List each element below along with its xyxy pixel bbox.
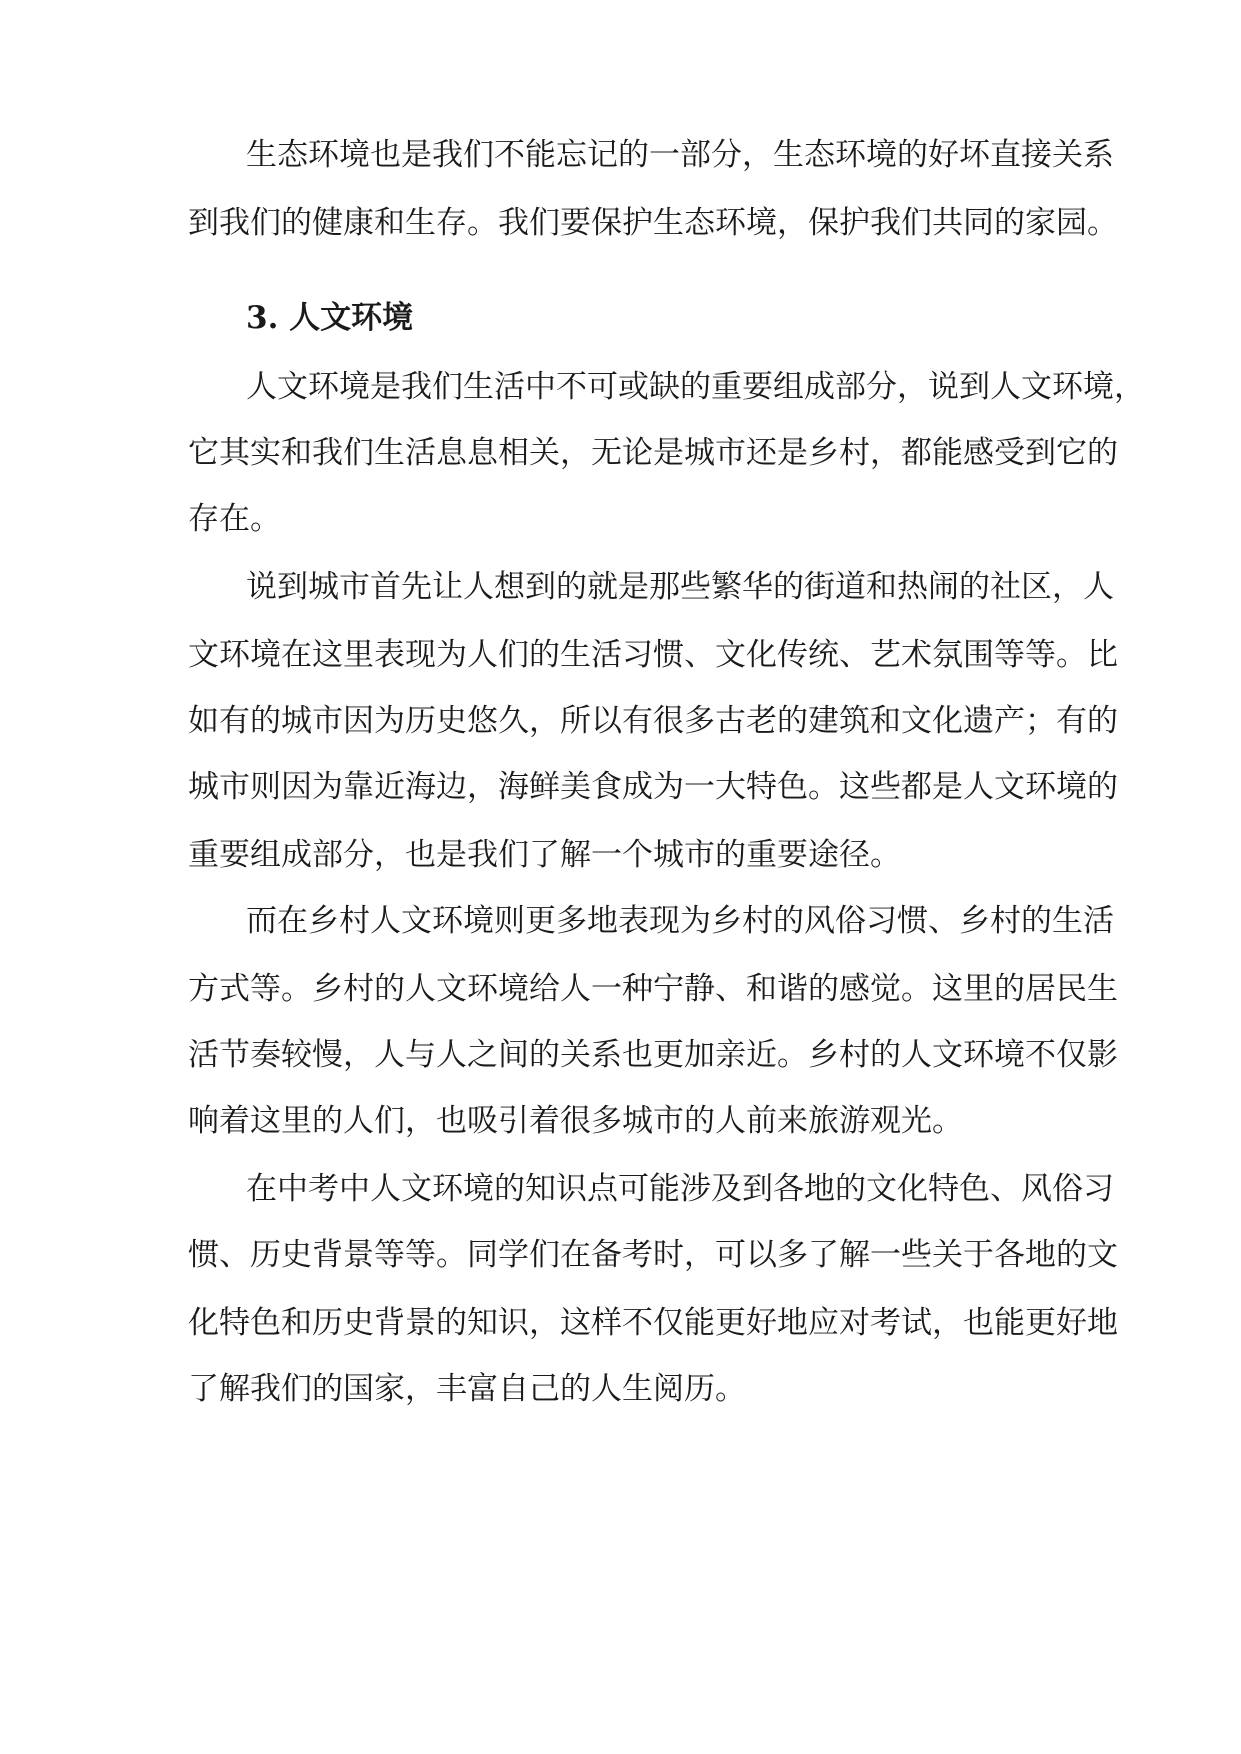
paragraph-line: 重要组成部分，也是我们了解一个城市的重要途径。: [188, 837, 901, 873]
paragraph-line: 城市则因为靠近海边，海鲜美食成为一大特色。这些都是人文环境的: [188, 769, 1118, 805]
paragraph-line: 而在乡村人文环境则更多地表现为乡村的风俗习惯、乡村的生活: [246, 903, 1114, 939]
paragraph-line: 响着这里的人们，也吸引着很多城市的人前来旅游观光。: [188, 1103, 963, 1139]
paragraph-line: 惯、历史背景等等。同学们在备考时，可以多了解一些关于各地的文: [188, 1237, 1118, 1273]
paragraph-line: 如有的城市因为历史悠久，所以有很多古老的建筑和文化遗产；有的: [188, 703, 1118, 739]
paragraph-line: 它其实和我们生活息息相关，无论是城市还是乡村，都能感受到它的: [188, 435, 1118, 471]
paragraph-line: 在中考中人文环境的知识点可能涉及到各地的文化特色、风俗习: [246, 1171, 1114, 1207]
paragraph-line: 说到城市首先让人想到的就是那些繁华的街道和热闹的社区，人: [246, 569, 1114, 605]
paragraph-line: 到我们的健康和生存。我们要保护生态环境，保护我们共同的家园。: [188, 205, 1118, 241]
section-heading: 3. 人文环境: [246, 300, 414, 336]
paragraph-line: 活节奏较慢，人与人之间的关系也更加亲近。乡村的人文环境不仅影: [188, 1037, 1118, 1073]
paragraph-line: 了解我们的国家，丰富自己的人生阅历。: [188, 1371, 746, 1407]
paragraph-line: 化特色和历史背景的知识，这样不仅能更好地应对考试，也能更好地: [188, 1305, 1118, 1341]
paragraph-line: 文环境在这里表现为人们的生活习惯、文化传统、艺术氛围等等。比: [188, 637, 1118, 673]
paragraph-line: 存在。: [188, 501, 281, 537]
paragraph-line: 生态环境也是我们不能忘记的一部分，生态环境的好坏直接关系: [246, 137, 1114, 173]
paragraph-line: 人文环境是我们生活中不可或缺的重要组成部分，说到人文环境，: [246, 369, 1145, 405]
paragraph-line: 方式等。乡村的人文环境给人一种宁静、和谐的感觉。这里的居民生: [188, 971, 1118, 1007]
